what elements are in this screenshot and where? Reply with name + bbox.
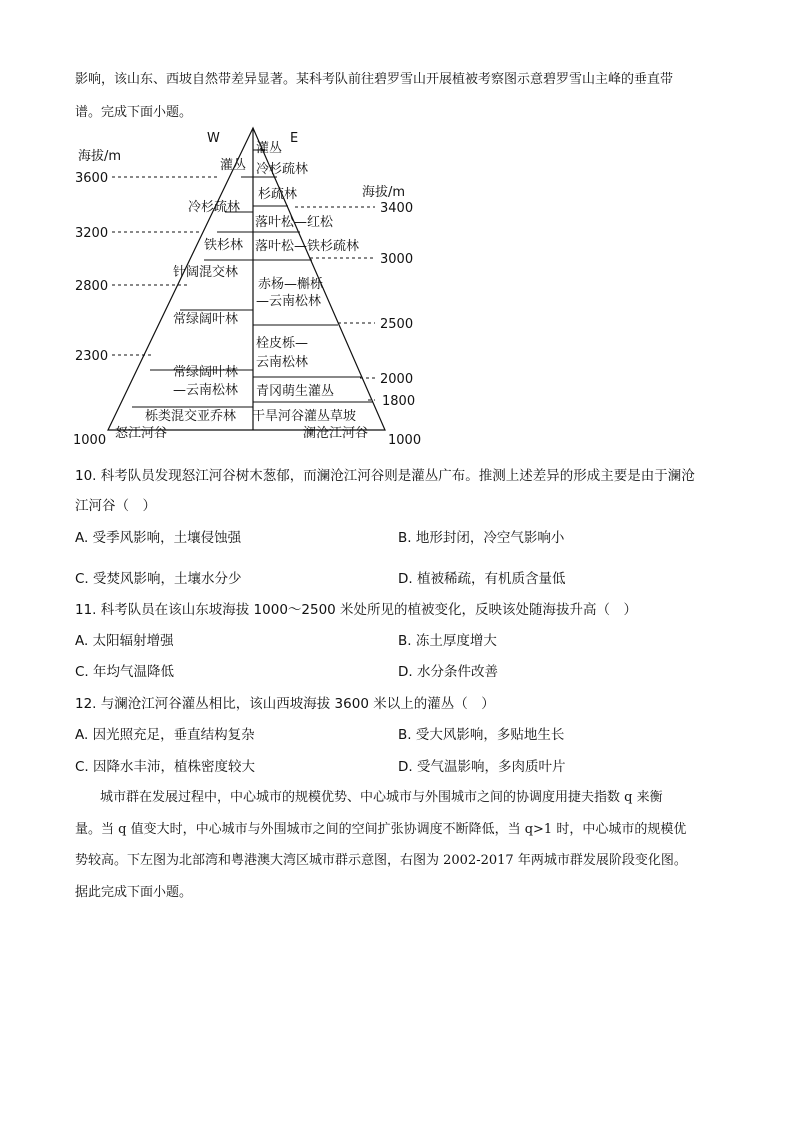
passage-line-1: 城市群在发展过程中，中心城市的规模优势、中心城市与外围城市之间的协调度用捷夫指数 q 来衡 — [100, 790, 663, 805]
right-tick: 2500 — [380, 317, 414, 332]
q12-option-a[interactable]: A. 因光照充足，垂直结构复杂 — [75, 727, 255, 743]
east-zone: 灌丛 — [256, 141, 283, 156]
right-tick: 3400 — [380, 201, 414, 216]
left-axis-label: 海拔/m — [78, 149, 122, 164]
q11-option-d[interactable]: D. 水分条件改善 — [398, 664, 498, 680]
q10-option-c[interactable]: C. 受焚风影响，土壤水分少 — [75, 571, 242, 587]
intro-line-1: 影响，该山东、西坡自然带差异显著。某科考队前往碧罗雪山开展植被考察图示意碧罗雪山主峰的垂直带 — [75, 72, 674, 87]
question-10-stem: 10. 科考队员发现怒江河谷树木葱郁，而澜沧江河谷则是灌丛广布。推测上述差异的形成主要是由于澜沧 — [75, 468, 695, 484]
q12-option-c[interactable]: C. 因降水丰沛，植株密度较大 — [75, 759, 256, 775]
right-tick: 1000 — [388, 433, 422, 448]
west-zone: 常绿阔叶林 — [173, 365, 239, 380]
vertical-zonation-diagram — [70, 122, 430, 452]
valley-west: 怒江河谷 — [115, 426, 168, 441]
q12-option-d[interactable]: D. 受气温影响，多肉质叶片 — [398, 759, 566, 775]
passage-line-4: 据此完成下面小题。 — [75, 885, 193, 900]
east-zone: 杉疏林 — [258, 187, 298, 202]
west-zone: 针阔混交林 — [173, 265, 239, 280]
east-zone: 青冈萌生灌丛 — [256, 384, 335, 399]
valley-east: 澜沧江河谷 — [303, 426, 369, 441]
east-zone: 赤杨—槲栎 — [258, 277, 324, 292]
q11-option-b[interactable]: B. 冻土厚度增大 — [398, 633, 497, 649]
q10-option-a[interactable]: A. 受季风影响，土壤侵蚀强 — [75, 530, 242, 546]
q10-option-d[interactable]: D. 植被稀疏，有机质含量低 — [398, 571, 566, 587]
east-zone: 云南松林 — [256, 355, 309, 370]
west-zone: —云南松林 — [173, 383, 239, 398]
west-zone: 灌丛 — [220, 158, 247, 173]
q10-option-b[interactable]: B. 地形封闭，冷空气影响小 — [398, 530, 565, 546]
dir-east: E — [290, 131, 299, 146]
west-zone: 铁杉林 — [204, 238, 244, 253]
right-tick: 2000 — [380, 372, 414, 387]
west-zone: 常绿阔叶林 — [173, 312, 239, 327]
right-axis-label: 海拔/m — [362, 185, 406, 200]
question-11-stem: 11. 科考队员在该山东坡海拔 1000～2500 米处所见的植被变化，反映该处随海拔升高（ ） — [75, 602, 638, 618]
q12-option-b[interactable]: B. 受大风影响，多贴地生长 — [398, 727, 565, 743]
west-zone: 冷杉疏林 — [188, 200, 241, 215]
left-tick: 3200 — [75, 226, 109, 241]
east-zone: 干旱河谷灌丛草坡 — [252, 409, 357, 424]
right-tick: 1800 — [382, 394, 416, 409]
east-zone: 冷杉疏林 — [256, 162, 309, 177]
left-tick: 3600 — [75, 171, 109, 186]
left-tick: 2800 — [75, 279, 109, 294]
q11-option-a[interactable]: A. 太阳辐射增强 — [75, 633, 174, 649]
intro-line-2: 谱。完成下面小题。 — [75, 105, 193, 120]
east-zone: 落叶松—铁杉疏林 — [255, 239, 360, 254]
east-zone: 落叶松—红松 — [255, 215, 334, 230]
question-12-stem: 12. 与澜沧江河谷灌丛相比，该山西坡海拔 3600 米以上的灌丛（ ） — [75, 696, 495, 712]
passage-line-2: 量。当 q 值变大时，中心城市与外围城市之间的空间扩张协调度不断降低，当 q>1 时，中心城市的规模优 — [75, 822, 687, 837]
q11-option-c[interactable]: C. 年均气温降低 — [75, 664, 175, 680]
passage-line-3: 势较高。下左图为北部湾和粤港澳大湾区城市群示意图，右图为 2002-2017 年两城市群发展阶段变化图。 — [75, 853, 687, 868]
east-zone: 栓皮栎— — [256, 336, 309, 351]
left-tick: 2300 — [75, 349, 109, 364]
right-tick: 3000 — [380, 252, 414, 267]
east-zone: —云南松林 — [256, 294, 322, 309]
left-tick: 1000 — [73, 433, 107, 448]
dir-west: W — [207, 131, 220, 146]
west-zone: 栎类混交亚乔林 — [145, 409, 237, 424]
mountain-outline — [108, 128, 385, 430]
question-10-stem-cont: 江河谷（ ） — [75, 498, 156, 514]
